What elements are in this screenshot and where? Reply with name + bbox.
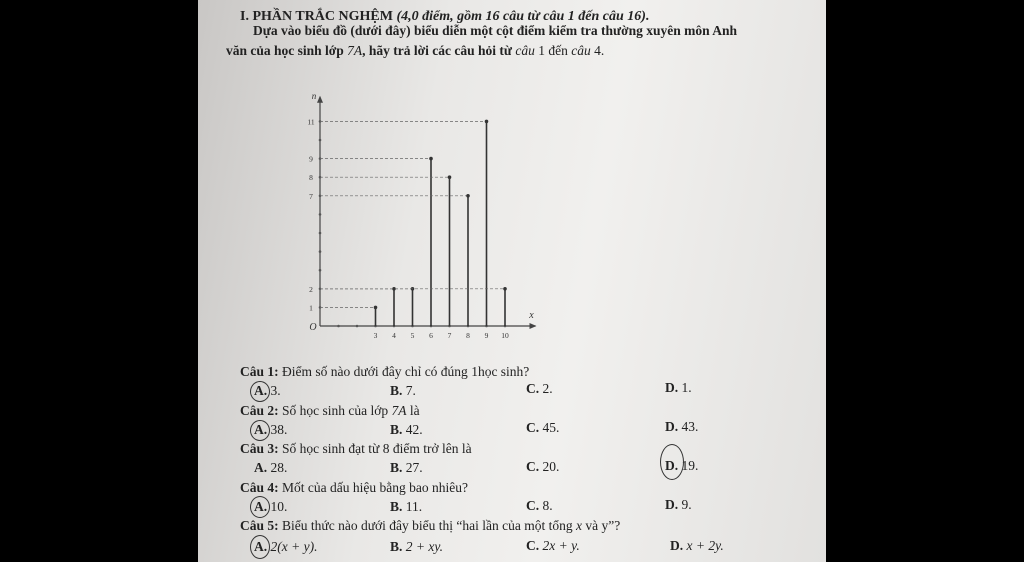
q2-option-d[interactable] [665, 419, 698, 435]
question-num: 8 [382, 441, 390, 456]
question-1 [240, 364, 529, 380]
bar-top-point [448, 175, 452, 179]
question-label: Câu 3: [240, 441, 279, 456]
y-tick-dot [319, 213, 322, 216]
answer-circle [250, 496, 270, 518]
bar-top-point [466, 194, 470, 198]
y-tick-dot [319, 232, 322, 235]
intro-class: 7A [347, 43, 363, 58]
option-letter: D. [665, 458, 679, 473]
x-tick-label: 4 [392, 331, 396, 340]
y-tick-label: 8 [309, 173, 313, 183]
question-label: Câu 2: [240, 403, 279, 418]
x-tick-dot [337, 325, 340, 328]
question-text-end: và y”? [585, 518, 621, 533]
option-value: 42. [405, 422, 423, 437]
option-letter: C. [526, 538, 540, 553]
intro-text-f: 4. [594, 43, 605, 58]
q4-option-d[interactable] [665, 497, 692, 513]
answer-circle [660, 444, 684, 480]
option-letter: C. [526, 420, 540, 435]
option-value: 2x + y. [542, 538, 580, 553]
question-2 [240, 403, 420, 419]
option-letter: D. [665, 380, 679, 395]
option-value: 11. [405, 499, 423, 514]
option-letter: A. [254, 460, 268, 475]
option-value: 19. [681, 458, 699, 473]
y-tick-dot [319, 269, 322, 272]
question-label: Câu 5: [240, 518, 279, 533]
option-value: 43. [681, 419, 699, 434]
intro-text-a: văn của học sinh lớp [226, 43, 344, 58]
option-value: 2. [542, 381, 553, 396]
question-label: Câu 4: [240, 480, 279, 495]
option-letter: A. [254, 422, 268, 437]
question-label: Câu 1: [240, 364, 279, 379]
intro-text-b: , hãy trả lời các câu hỏi từ [362, 43, 512, 58]
answer-circle [250, 535, 270, 559]
question-text: Biểu thức nào dưới đây biểu thị “hai lần của một tổng [282, 518, 573, 533]
bar-top-point [429, 157, 433, 161]
question-text: Điểm số nào dưới đây chỉ có đúng [282, 364, 468, 379]
x-tick-label: 7 [447, 331, 452, 340]
option-value: 3. [270, 383, 281, 398]
q5-option-d[interactable] [670, 538, 724, 554]
option-value: 20. [542, 459, 560, 474]
option-value: 1. [681, 380, 692, 395]
score-chart [294, 80, 554, 345]
y-axis-label: n [311, 90, 317, 101]
option-letter: C. [526, 498, 540, 513]
question-5 [240, 518, 620, 534]
intro-text-d: 1 đến [538, 43, 568, 58]
q1-option-c[interactable] [526, 381, 553, 397]
answer-circle [250, 420, 270, 441]
x-axis-arrow [530, 323, 537, 329]
option-letter: A. [254, 383, 268, 398]
q1-option-d[interactable] [665, 380, 692, 396]
option-letter: D. [665, 497, 679, 512]
option-value: 27. [405, 460, 423, 475]
question-text: Số học sinh đạt từ [282, 441, 380, 456]
question-3 [240, 441, 472, 457]
q4-option-c[interactable] [526, 498, 553, 514]
question-4 [240, 480, 468, 496]
x-tick-label: 9 [484, 331, 489, 340]
q2-option-b[interactable] [390, 422, 423, 438]
question-text-end: điểm trở lên là [392, 441, 472, 456]
q5-option-b[interactable] [390, 539, 443, 555]
x-tick-label: 8 [466, 331, 470, 340]
intro-line-1: Dựa vào biểu đồ (dưới đây) biểu diễn một cột điểm kiểm tra thường xuyên môn Anh [253, 23, 738, 38]
y-tick-label: 9 [309, 154, 313, 164]
question-text-end: là [409, 403, 420, 418]
section-note: (4,0 điểm, gồm 16 câu từ câu 1 đến câu 16). [396, 9, 650, 24]
y-tick-dot [319, 250, 322, 253]
option-value: 9. [681, 497, 692, 512]
answer-circle [250, 381, 270, 402]
intro-line-2 [226, 43, 604, 59]
x-tick-label: 3 [373, 331, 378, 340]
x-axis-label: x [529, 310, 534, 321]
q3-option-c[interactable] [526, 459, 559, 475]
option-letter: B. [390, 539, 403, 554]
option-letter: B. [390, 460, 403, 475]
x-tick-label: 10 [501, 331, 509, 340]
q3-option-b[interactable] [390, 460, 423, 476]
option-letter: B. [390, 499, 403, 514]
option-value: 10. [270, 499, 288, 514]
question-num: 1 [471, 364, 478, 379]
y-tick-dot [319, 139, 322, 142]
q1-option-b[interactable] [390, 383, 416, 399]
question-num: 7A [391, 403, 407, 418]
y-tick-label: 2 [309, 284, 313, 294]
q2-option-c[interactable] [526, 420, 559, 436]
x-tick-label: 6 [429, 331, 433, 340]
x-tick-dot [356, 325, 359, 328]
y-tick-label: 1 [309, 303, 313, 313]
option-letter: C. [526, 381, 540, 396]
option-value: 28. [270, 460, 288, 475]
intro-text-e: câu [571, 43, 591, 58]
question-text: Số học sinh của lớp [282, 403, 389, 418]
option-value: 38. [270, 422, 288, 437]
option-value: 8. [542, 498, 553, 513]
option-letter: A. [254, 539, 268, 554]
option-value: 2(x + y). [270, 539, 318, 554]
q3-option-a[interactable] [254, 460, 287, 476]
option-letter: B. [390, 383, 403, 398]
bar-top-point [374, 306, 378, 310]
q5-option-c[interactable] [526, 538, 580, 554]
exam-paper [198, 0, 826, 562]
q4-option-b[interactable] [390, 499, 422, 515]
origin-label: O [309, 322, 317, 333]
question-text-end: học sinh? [477, 364, 530, 379]
option-value: x + 2y. [686, 538, 724, 553]
option-letter: D. [665, 419, 679, 434]
question-text: Mốt của dấu hiệu bằng bao nhiêu? [282, 480, 468, 495]
section-title: I. PHẦN TRẮC NGHỆM [240, 9, 393, 24]
bar-top-point [503, 287, 507, 291]
option-letter: D. [670, 538, 684, 553]
option-value: 45. [542, 420, 560, 435]
x-tick-label: 5 [410, 331, 415, 340]
option-value: 7. [405, 383, 416, 398]
y-axis-arrow [317, 96, 323, 103]
option-letter: A. [254, 499, 268, 514]
option-letter: B. [390, 422, 403, 437]
bar-top-point [485, 120, 489, 124]
intro-text-c: câu [515, 43, 535, 58]
question-num: x [575, 518, 582, 533]
y-tick-label: 11 [307, 117, 315, 127]
y-tick-label: 7 [309, 191, 313, 201]
option-value: 2 + xy. [405, 539, 443, 554]
option-letter: C. [526, 459, 540, 474]
